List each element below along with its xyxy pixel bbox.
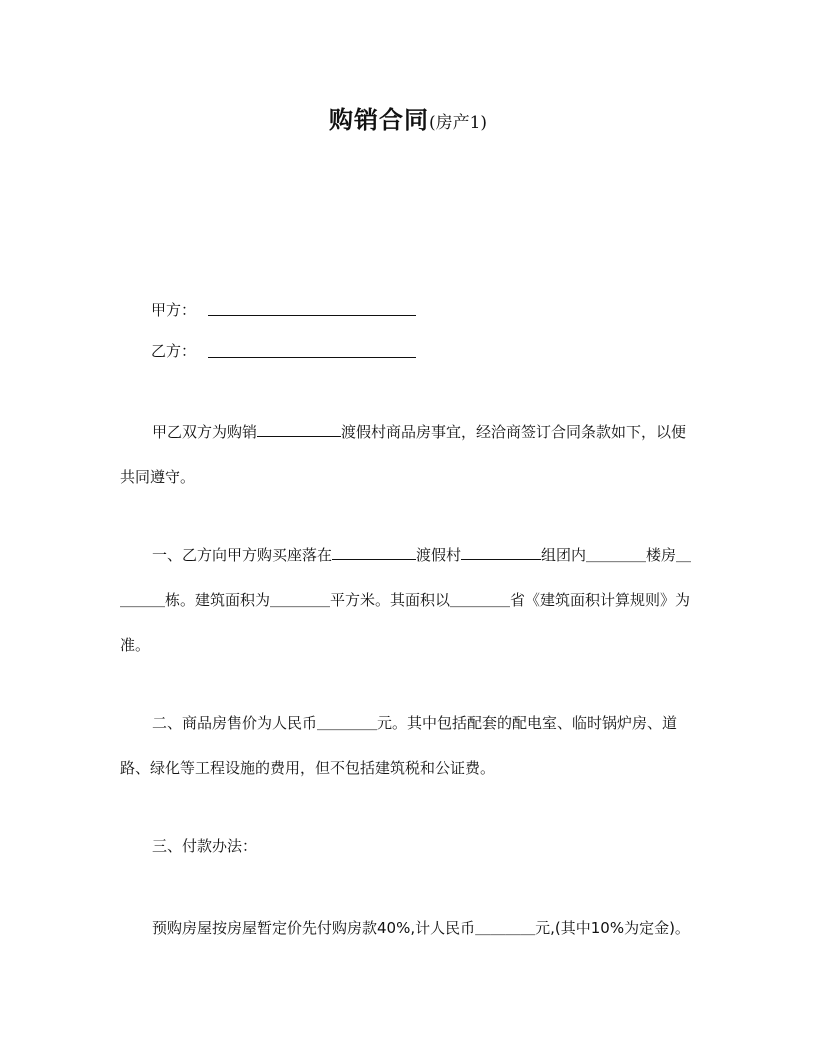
location-blank[interactable]	[332, 545, 416, 560]
title-main: 购销合同	[328, 106, 429, 134]
clause-1-text-c: 组团内＿＿＿＿楼房＿＿＿＿栋。建筑面积为＿＿＿＿平方米。其面积以＿＿＿＿省《建筑面积计算规则》为准。	[120, 546, 692, 654]
project-name-blank[interactable]	[257, 422, 341, 437]
intro-text-b: 渡假村商品房事宜，经洽商签订合同条款如下，以便共同遵守。	[120, 423, 687, 486]
party-a-label: 甲方：	[151, 301, 197, 319]
party-b-blank[interactable]	[208, 357, 416, 358]
clause-2-paragraph: 二、商品房售价为人民币＿＿＿＿元。其中包括配套的配电室、临时锅炉房、道路、绿化等工程设施的费用，但不包括建筑税和公证费。	[120, 714, 678, 777]
payment-paragraph: 预购房屋按房屋暂定价先付购房款40%,计人民币＿＿＿＿元,(其中10%为定金)。	[152, 919, 690, 937]
intro-text-a: 甲乙双方为购销	[152, 423, 258, 441]
intro-paragraph	[120, 410, 700, 500]
clause-1-text-a: 一、乙方向甲方购买座落在	[152, 546, 333, 564]
clause-1-paragraph	[120, 533, 700, 668]
clause-1-text-b: 渡假村	[416, 546, 462, 564]
village-blank[interactable]	[461, 545, 541, 560]
title-sub: (房产1)	[428, 113, 488, 133]
party-b-label: 乙方：	[151, 342, 197, 360]
party-a-blank[interactable]	[208, 315, 416, 316]
document-title	[0, 100, 816, 135]
clause-3-heading: 三、付款办法：	[152, 837, 258, 855]
